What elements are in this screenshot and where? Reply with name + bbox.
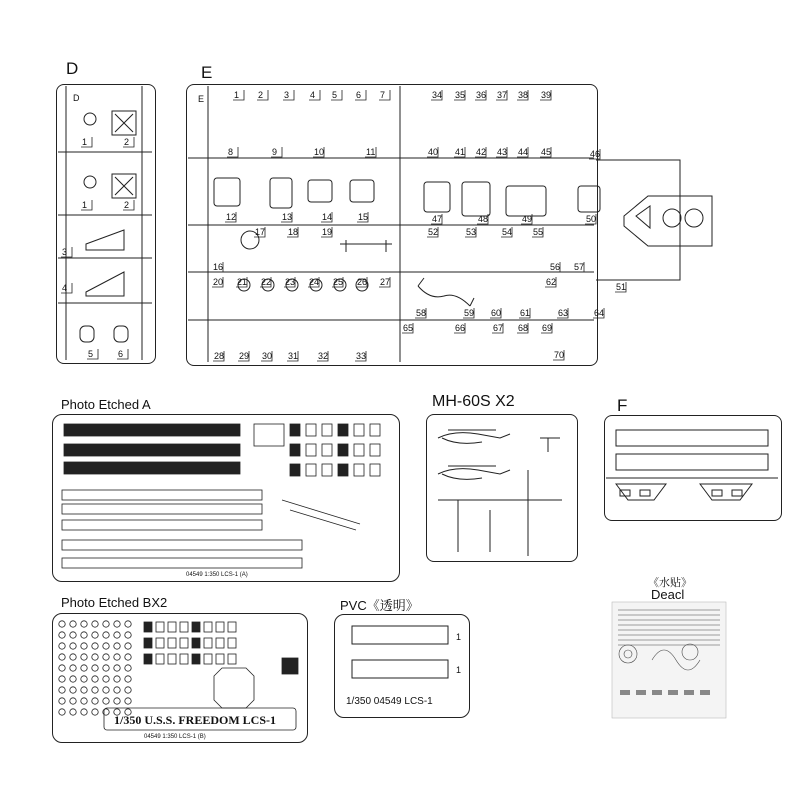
part-f-bracket bbox=[700, 484, 752, 500]
pe-b-ring bbox=[70, 654, 76, 660]
pe-b-ring bbox=[81, 676, 87, 682]
pe-b-part bbox=[204, 622, 212, 632]
part-d2-detail bbox=[115, 177, 133, 195]
part-e-num: 38 bbox=[518, 90, 529, 100]
pe-a-small-part bbox=[306, 464, 316, 476]
pe-b-part bbox=[216, 622, 224, 632]
pvc-part-num: 1 bbox=[456, 632, 462, 642]
pe-a-railing bbox=[64, 444, 240, 456]
part-d1-disc bbox=[84, 176, 96, 188]
pe-a-small-part bbox=[290, 424, 300, 436]
part-e-num: 42 bbox=[476, 147, 487, 157]
pe-b-ring bbox=[125, 698, 131, 704]
part-e-num: 14 bbox=[322, 212, 333, 222]
part-f-rail bbox=[616, 430, 768, 446]
pe-b-part bbox=[168, 622, 176, 632]
part-d1-disc bbox=[84, 113, 96, 125]
pe-b-part bbox=[144, 638, 152, 648]
pe-b-ring bbox=[59, 676, 65, 682]
pe-a-small-part bbox=[322, 444, 332, 456]
part-d-num: 5 bbox=[88, 349, 94, 359]
part-e-num: 4 bbox=[310, 90, 316, 100]
pe-a-long-rail bbox=[62, 504, 262, 514]
pe-b-ring bbox=[81, 687, 87, 693]
pe-a-small-part bbox=[338, 464, 348, 476]
part-e-num: 55 bbox=[533, 227, 544, 237]
part-e-num: 61 bbox=[520, 308, 531, 318]
pe-b-hatch bbox=[214, 668, 254, 708]
part-e-num: 13 bbox=[282, 212, 293, 222]
part-e-num: 65 bbox=[403, 323, 414, 333]
part-e-num: 50 bbox=[586, 214, 597, 224]
part-e-num: 10 bbox=[314, 147, 325, 157]
part-e-body bbox=[578, 186, 600, 212]
sprue-d-label: D bbox=[66, 59, 79, 78]
pe-b-ring bbox=[92, 632, 98, 638]
helicopter-fuselage bbox=[438, 433, 510, 444]
part-e-num: 21 bbox=[237, 277, 248, 287]
pe-b-ring bbox=[81, 621, 87, 627]
part-e-num: 7 bbox=[380, 90, 386, 100]
pe-b-part bbox=[144, 622, 152, 632]
part-e-num: 41 bbox=[455, 147, 466, 157]
part-e-num: 66 bbox=[455, 323, 466, 333]
part-e-num: 68 bbox=[518, 323, 529, 333]
part-e-num: 27 bbox=[380, 277, 391, 287]
part-f-detail bbox=[620, 490, 742, 496]
pe-a-long-rail bbox=[62, 520, 262, 530]
decal-label-en: Deacl bbox=[651, 587, 685, 602]
part-e58-frame bbox=[418, 278, 474, 306]
part-d-num: 1 bbox=[82, 200, 88, 210]
pe-b-ring bbox=[92, 698, 98, 704]
part-d-num: 2 bbox=[124, 200, 130, 210]
part-f-rail bbox=[616, 454, 768, 470]
part-d3-wedge bbox=[86, 230, 124, 250]
part-f-bracket bbox=[616, 484, 666, 500]
pe-a-small-part bbox=[370, 444, 380, 456]
pe-b-ring bbox=[125, 621, 131, 627]
pe-b-part bbox=[192, 622, 200, 632]
pe-b-ring bbox=[70, 687, 76, 693]
pe-b-ring bbox=[81, 665, 87, 671]
decal-small-mark bbox=[700, 690, 710, 695]
pe-b-part bbox=[156, 622, 164, 632]
part-e-num: 12 bbox=[226, 212, 237, 222]
part-e-num: 58 bbox=[416, 308, 427, 318]
pe-b-ring bbox=[59, 709, 65, 715]
pe-b-ring bbox=[114, 698, 120, 704]
decal-small-mark bbox=[636, 690, 646, 695]
part-e-num: 54 bbox=[502, 227, 513, 237]
part-e-num: 48 bbox=[478, 214, 489, 224]
part-e-num: 32 bbox=[318, 351, 329, 361]
pe-b-part bbox=[180, 622, 188, 632]
pe-b-ring bbox=[70, 643, 76, 649]
part-d6 bbox=[114, 326, 128, 342]
part-e-num: 6 bbox=[356, 90, 362, 100]
part-e-num: 64 bbox=[594, 308, 605, 318]
pe-b-ring bbox=[92, 643, 98, 649]
part-e51-hole bbox=[685, 209, 703, 227]
pe-b-ring bbox=[59, 698, 65, 704]
decal-sheet bbox=[612, 602, 726, 718]
part-d-num: 3 bbox=[62, 247, 68, 257]
pe-b-ring bbox=[81, 654, 87, 660]
pe-b-part bbox=[180, 638, 188, 648]
part-e-num: 26 bbox=[357, 277, 368, 287]
decal-label-cn: 《水贴》 bbox=[648, 577, 692, 589]
part-e-num: 20 bbox=[213, 277, 224, 287]
sprue-e-label: E bbox=[201, 63, 213, 82]
part-e-num: 9 bbox=[272, 147, 278, 157]
decal-small-mark bbox=[652, 690, 662, 695]
pe-b-part bbox=[228, 638, 236, 648]
sprue-e-inner-letter: E bbox=[198, 94, 205, 104]
pe-b-ring bbox=[59, 643, 65, 649]
part-e51-tip bbox=[636, 206, 650, 228]
pe-a-angled-rail bbox=[282, 500, 360, 530]
pe-b-ring bbox=[92, 665, 98, 671]
part-e-body bbox=[308, 180, 332, 202]
pe-b-ring bbox=[103, 643, 109, 649]
part-e-num: 18 bbox=[288, 227, 299, 237]
part-e-num: 29 bbox=[239, 351, 250, 361]
pvc-strip bbox=[352, 660, 448, 678]
pe-b-ring bbox=[92, 709, 98, 715]
sprue-f-label: F bbox=[617, 396, 628, 415]
pe-a-long-rail bbox=[62, 558, 302, 568]
part-e-num: 49 bbox=[522, 214, 533, 224]
pe-b-ring bbox=[125, 643, 131, 649]
part-e-num: 57 bbox=[574, 262, 585, 272]
pe-b-ring bbox=[81, 643, 87, 649]
part-e-num: 5 bbox=[332, 90, 338, 100]
pe-b-ring bbox=[103, 676, 109, 682]
pe-a-small-part bbox=[290, 464, 300, 476]
pvc-strip bbox=[352, 626, 448, 644]
pe-b-plate-code: 04549 1:350 LCS-1 (B) bbox=[144, 734, 206, 740]
decal-small-mark bbox=[684, 690, 694, 695]
part-d-num: 2 bbox=[124, 137, 130, 147]
pe-b-part bbox=[168, 654, 176, 664]
part-e-num: 31 bbox=[288, 351, 299, 361]
pe-b-part bbox=[228, 622, 236, 632]
pe-b-ring bbox=[114, 665, 120, 671]
pe-b-ring bbox=[59, 621, 65, 627]
part-d-num: 1 bbox=[82, 137, 88, 147]
part-e-num: 16 bbox=[213, 262, 224, 272]
pe-b-part bbox=[192, 654, 200, 664]
pe-b-ring bbox=[81, 709, 87, 715]
pe-b-ring bbox=[70, 676, 76, 682]
pe-a-small-part bbox=[370, 424, 380, 436]
photo-etched-b-label: Photo Etched BX2 bbox=[61, 595, 168, 610]
part-e-num: 23 bbox=[285, 277, 296, 287]
part-e-num: 47 bbox=[432, 214, 443, 224]
part-e-body bbox=[214, 178, 240, 206]
pe-b-ring bbox=[103, 687, 109, 693]
sprue-d-inner-letter: D bbox=[73, 93, 80, 103]
pe-b-ring bbox=[114, 632, 120, 638]
part-e-num: 1 bbox=[234, 90, 240, 100]
pe-b-ring bbox=[114, 654, 120, 660]
pe-b-part bbox=[216, 638, 224, 648]
pe-a-small-part bbox=[354, 464, 364, 476]
pe-b-part bbox=[156, 654, 164, 664]
part-e51-deck bbox=[624, 196, 712, 246]
part-e-num: 45 bbox=[541, 147, 552, 157]
part-e-num: 69 bbox=[542, 323, 553, 333]
part-e-body bbox=[462, 182, 490, 216]
part-d2-detail bbox=[115, 114, 133, 132]
part-e-num: 17 bbox=[255, 227, 266, 237]
mh-sprue-runners bbox=[438, 438, 562, 556]
part-e-num: 3 bbox=[284, 90, 290, 100]
pe-b-ring bbox=[59, 632, 65, 638]
pe-b-ring bbox=[59, 665, 65, 671]
pe-b-ring bbox=[114, 621, 120, 627]
pe-b-ring bbox=[103, 698, 109, 704]
pe-b-ring bbox=[92, 654, 98, 660]
part-e-num: 70 bbox=[554, 350, 565, 360]
pe-a-small-part bbox=[290, 444, 300, 456]
part-e-num: 44 bbox=[518, 147, 529, 157]
part-e-body bbox=[424, 182, 450, 212]
part-e-num: 63 bbox=[558, 308, 569, 318]
pe-a-long-rail bbox=[62, 540, 302, 550]
part-d-num: 4 bbox=[62, 283, 68, 293]
pvc-part-num: 1 bbox=[456, 665, 462, 675]
pe-b-part bbox=[216, 654, 224, 664]
pe-b-ring bbox=[125, 654, 131, 660]
part-e-num: 2 bbox=[258, 90, 264, 100]
part-e-num: 39 bbox=[541, 90, 552, 100]
pe-a-long-rail bbox=[62, 490, 262, 500]
pe-b-ring bbox=[92, 687, 98, 693]
pe-b-part bbox=[180, 654, 188, 664]
part-e-num: 43 bbox=[497, 147, 508, 157]
photo-etched-a-label: Photo Etched A bbox=[61, 397, 151, 412]
part-e-num: 52 bbox=[428, 227, 439, 237]
pe-a-small-part bbox=[370, 464, 380, 476]
pe-b-ring bbox=[70, 621, 76, 627]
pe-b-ring bbox=[103, 654, 109, 660]
pe-b-ring bbox=[103, 632, 109, 638]
pe-b-part bbox=[204, 654, 212, 664]
pe-b-ring bbox=[92, 676, 98, 682]
part-d4-wedge bbox=[86, 272, 124, 296]
pe-b-part bbox=[192, 638, 200, 648]
part-e-num: 30 bbox=[262, 351, 273, 361]
part-e-num: 46 bbox=[590, 149, 601, 159]
part-e-num: 51 bbox=[616, 282, 627, 292]
pe-b-ring bbox=[125, 632, 131, 638]
part-e-num: 59 bbox=[464, 308, 475, 318]
pe-b-part bbox=[168, 638, 176, 648]
pe-a-plate-code: 04549 1:350 LCS-1 (A) bbox=[186, 572, 248, 578]
pe-b-part bbox=[156, 638, 164, 648]
pe-b-ring bbox=[114, 643, 120, 649]
part-e-num: 37 bbox=[497, 90, 508, 100]
part-e-num: 36 bbox=[476, 90, 487, 100]
part-e-num: 25 bbox=[333, 277, 344, 287]
pe-b-ring bbox=[125, 687, 131, 693]
pe-b-ring bbox=[114, 676, 120, 682]
part-e-num: 53 bbox=[466, 227, 477, 237]
pe-b-part bbox=[144, 654, 152, 664]
part-d-num: 6 bbox=[118, 349, 124, 359]
pe-b-ring bbox=[103, 665, 109, 671]
pe-b-ring bbox=[81, 632, 87, 638]
part-e-num: 40 bbox=[428, 147, 439, 157]
pe-a-small-part bbox=[338, 444, 348, 456]
sprue-e-arm bbox=[596, 160, 680, 280]
part-e19-rail bbox=[340, 240, 392, 252]
pe-b-ring bbox=[70, 665, 76, 671]
pe-a-small-part bbox=[322, 424, 332, 436]
part-e-body bbox=[506, 186, 546, 216]
part-e-num: 28 bbox=[214, 351, 225, 361]
pe-a-railing bbox=[64, 424, 240, 436]
pe-a-grate bbox=[254, 424, 284, 446]
sprue-mh60s-label: MH-60S X2 bbox=[432, 393, 515, 410]
part-e-num: 62 bbox=[546, 277, 557, 287]
pe-a-railing bbox=[64, 462, 240, 474]
part-e-body bbox=[350, 180, 374, 202]
pe-b-ring bbox=[70, 632, 76, 638]
pe-b-ring bbox=[125, 676, 131, 682]
helicopter-fuselage bbox=[438, 469, 510, 480]
pe-a-small-part bbox=[338, 424, 348, 436]
part-e-num: 22 bbox=[261, 277, 272, 287]
part-e-num: 67 bbox=[493, 323, 504, 333]
pe-b-ring bbox=[59, 687, 65, 693]
pe-b-ring bbox=[103, 621, 109, 627]
pe-b-ring bbox=[125, 665, 131, 671]
pe-b-ring bbox=[70, 709, 76, 715]
pe-b-dark-grate bbox=[282, 658, 298, 674]
pvc-code: 1/350 04549 LCS-1 bbox=[346, 696, 433, 707]
part-e-num: 60 bbox=[491, 308, 502, 318]
part-e51-hole bbox=[663, 209, 681, 227]
pe-b-ring bbox=[70, 698, 76, 704]
part-e-num: 34 bbox=[432, 90, 443, 100]
part-e-num: 19 bbox=[322, 227, 333, 237]
pe-b-plate-title: 1/350 U.S.S. FREEDOM LCS-1 bbox=[114, 713, 277, 727]
pe-a-small-part bbox=[354, 444, 364, 456]
pe-b-part bbox=[228, 654, 236, 664]
pvc-label: PVC《透明》 bbox=[340, 598, 419, 613]
pe-b-part bbox=[204, 638, 212, 648]
part-e-num: 24 bbox=[309, 277, 320, 287]
part-e-num: 11 bbox=[366, 147, 376, 157]
part-e-num: 15 bbox=[358, 212, 369, 222]
pe-b-ring bbox=[81, 698, 87, 704]
pe-b-ring bbox=[92, 621, 98, 627]
pe-a-small-part bbox=[306, 444, 316, 456]
pe-a-small-part bbox=[306, 424, 316, 436]
part-e-num: 56 bbox=[550, 262, 561, 272]
decal-small-mark bbox=[668, 690, 678, 695]
pe-a-small-part bbox=[354, 424, 364, 436]
pe-a-small-part bbox=[322, 464, 332, 476]
pe-b-ring bbox=[114, 687, 120, 693]
part-e-num: 8 bbox=[228, 147, 234, 157]
part-e-body bbox=[270, 178, 292, 208]
part-e-num: 33 bbox=[356, 351, 367, 361]
part-e-num: 35 bbox=[455, 90, 466, 100]
pe-b-ring bbox=[59, 654, 65, 660]
decal-small-mark bbox=[620, 690, 630, 695]
part-d5 bbox=[80, 326, 94, 342]
